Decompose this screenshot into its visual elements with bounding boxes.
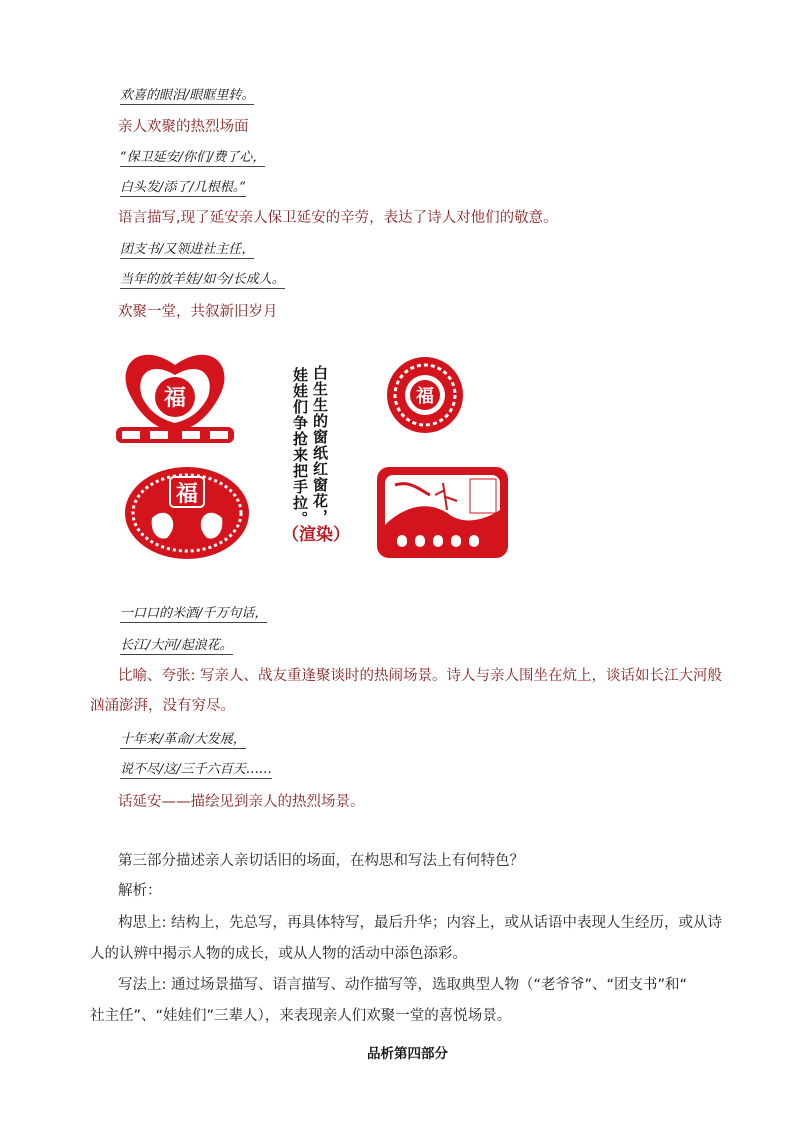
poem-line: 说不尽/这/三千六百天…… bbox=[120, 758, 272, 779]
papercut-fu-round-image bbox=[385, 355, 465, 435]
poem-line: “保卫延安/你们/费了心， bbox=[120, 146, 265, 167]
analysis-label: 解析： bbox=[118, 883, 162, 899]
note-heading: 欢聚一堂，共叙新旧岁月 bbox=[118, 304, 278, 320]
note-analysis: 比喻、夸张: 写亲人、战友重逢聚谈时的热闹场景。诗人与亲人围坐在炕上，谈话如长江大河般 bbox=[118, 668, 722, 684]
poem-line: 当年的放羊娃/如今/长成人。 bbox=[120, 268, 285, 289]
question-text: 第三部分描述亲人亲切话旧的场面，在构思和写法上有何特色？ bbox=[118, 853, 524, 869]
poem-line: 团支书/又领进社主任， bbox=[120, 238, 254, 259]
fu-char: 福 bbox=[163, 385, 187, 411]
note-heading: 亲人欢聚的热烈场面 bbox=[118, 119, 249, 135]
poem-line: 十年来/革命/大发展， bbox=[120, 728, 246, 749]
analysis-text: 写法上: 通过场景描写、语言描写、动作描写等，选取典型人物（“老爷爷”、“团支书”和“ bbox=[118, 977, 688, 993]
fu-char: 福 bbox=[416, 386, 434, 407]
papercut-figure bbox=[110, 345, 530, 575]
papercut-fu-peach-image bbox=[110, 345, 240, 450]
analysis-text: 社主任”、“娃娃们”三辈人），来表现亲人们欢聚一堂的喜悦场景。 bbox=[90, 1008, 512, 1024]
analysis-text: 人的认辨中揭示人物的成长，或从人物的活动中添色添彩。 bbox=[90, 946, 467, 962]
poem-line: 欢喜的眼泪/眼眶里转。 bbox=[120, 84, 254, 105]
note-analysis: 汹涌澎湃，没有穷尽。 bbox=[90, 698, 235, 714]
render-caption: （渲染） bbox=[282, 525, 350, 545]
poem-line: 一口口的米酒/千万句话， bbox=[120, 602, 267, 623]
fu-char: 福 bbox=[175, 481, 199, 507]
poem-line: 长江/大河/起浪花。 bbox=[120, 634, 233, 655]
vertical-poem-right: 白生生的窗纸红窗花， bbox=[311, 365, 329, 525]
poem-line: 白头发/添了/几根根。” bbox=[120, 176, 246, 197]
papercut-landscape-image bbox=[375, 465, 510, 560]
papercut-fu-fish-image bbox=[122, 463, 252, 563]
note-analysis: 话延安——描绘见到亲人的热烈场景。 bbox=[118, 794, 365, 810]
analysis-text: 构思上: 结构上，先总写，再具体特写，最后升华；内容上，或从话语中表现人生经历，或从诗 bbox=[118, 915, 722, 931]
note-analysis: 语言描写,现了延安亲人保卫延安的辛劳，表达了诗人对他们的敬意。 bbox=[118, 210, 558, 226]
section-title: 品析第四部分 bbox=[367, 1046, 448, 1062]
vertical-poem-left: 娃娃们争抢来把手拉。 bbox=[291, 367, 309, 527]
